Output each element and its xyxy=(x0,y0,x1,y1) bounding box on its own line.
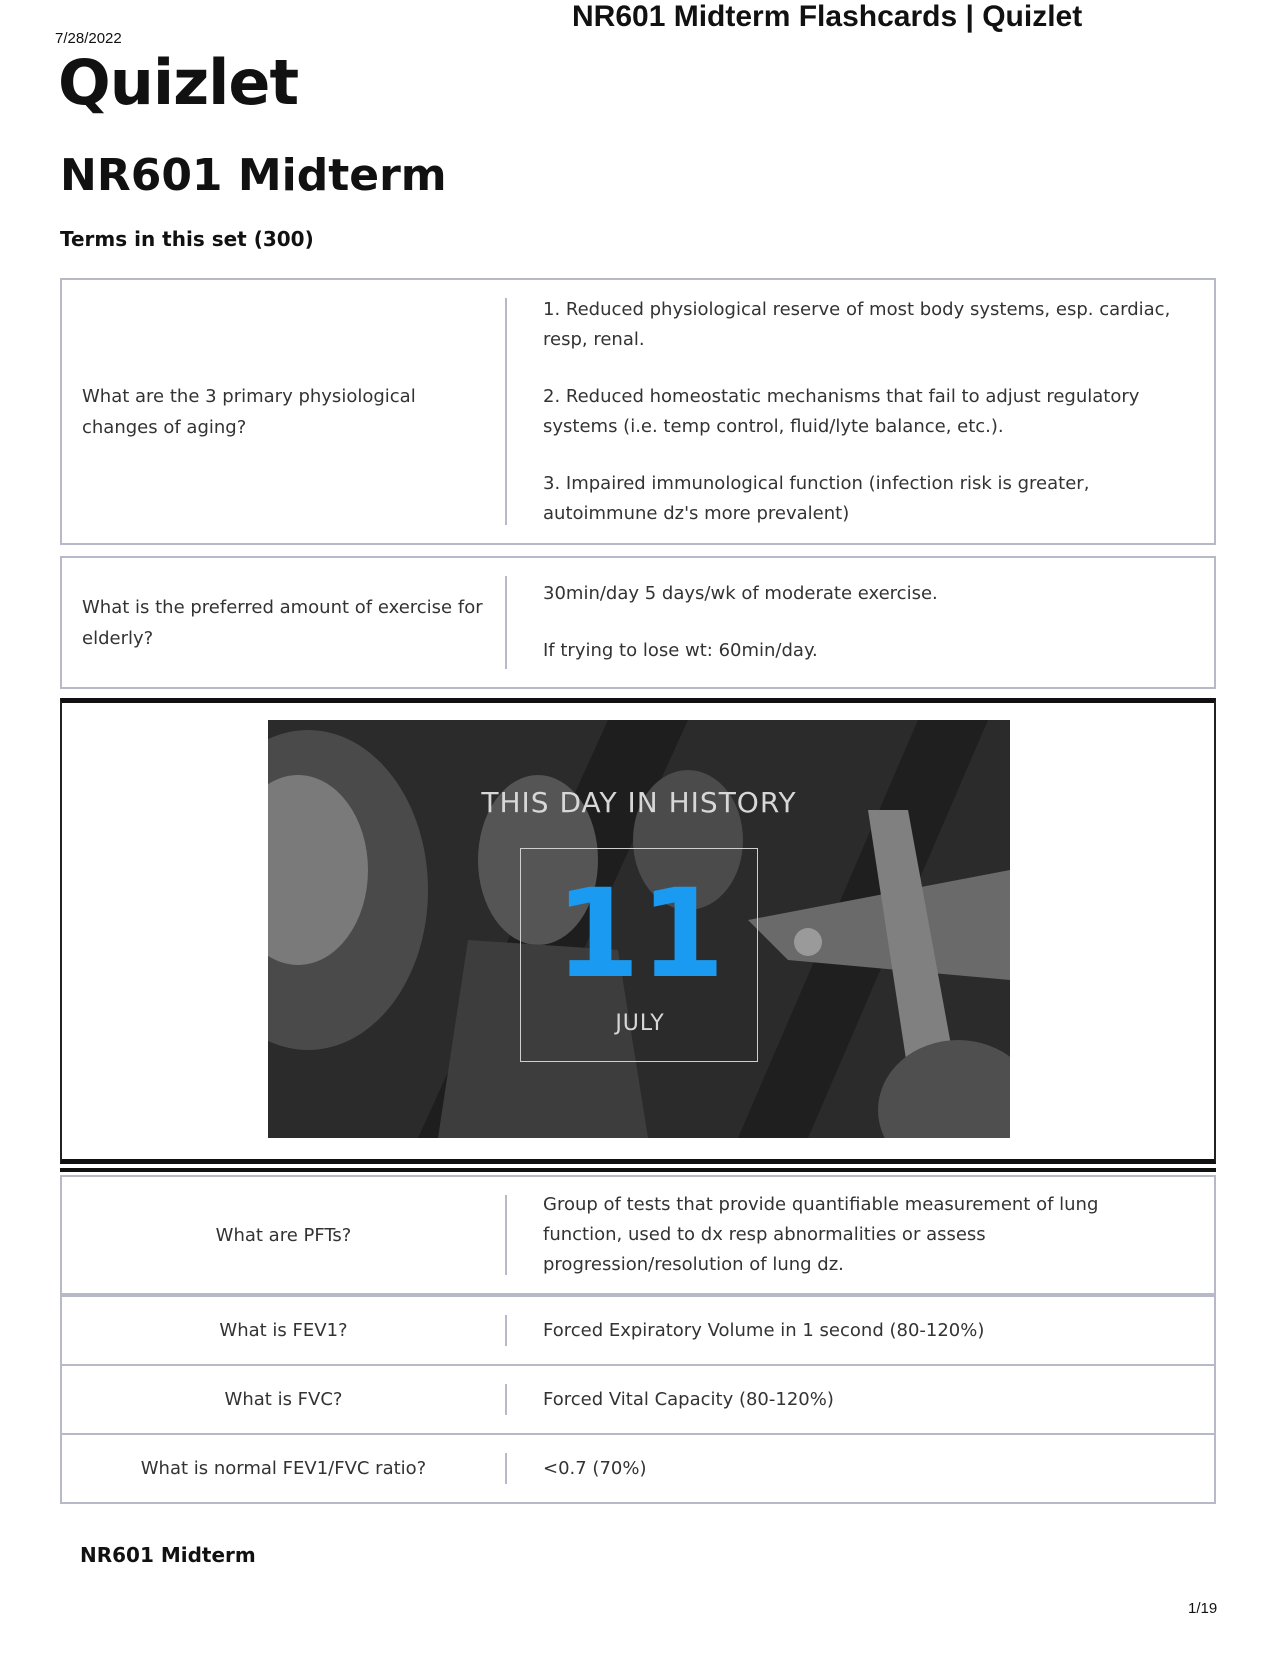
quizlet-logo[interactable]: Quizlet xyxy=(58,46,299,119)
card-definition xyxy=(507,1435,1214,1502)
card-definition xyxy=(507,1297,1214,1364)
card-term: What is the preferred amount of exercise for elderly? xyxy=(82,596,483,649)
definition-line: <0.7 (70%) xyxy=(543,1457,647,1479)
definition-line: 3. Impaired immunological function (infection risk is greater, autoimmune dz's more prevalent) xyxy=(543,472,1090,524)
card-term: What is normal FEV1/FVC ratio? xyxy=(140,1458,427,1479)
definition-line: 1. Reduced physiological reserve of most body systems, esp. cardiac, resp, renal. xyxy=(543,298,1171,350)
card-term: What are the 3 primary physiological changes of aging? xyxy=(82,385,416,438)
ad-heading: THIS DAY IN HISTORY xyxy=(481,786,797,819)
page-number: 1/19 xyxy=(1188,1600,1218,1617)
card-term: What are PFTs? xyxy=(215,1224,352,1246)
definition-line: If trying to lose wt: 60min/day. xyxy=(543,640,818,661)
definition-line: Forced Expiratory Volume in 1 second (80-120%) xyxy=(543,1319,985,1341)
set-title: NR601 Midterm xyxy=(60,150,447,201)
terms-count: Terms in this set (300) xyxy=(60,227,314,251)
ad-image[interactable] xyxy=(268,720,1010,1138)
print-date: 7/28/2022 xyxy=(55,30,122,47)
definition-line: Group of tests that provide quantifiable measurement of lung function, used to dx resp abnormalities or assess progression/resolution of lung dz. xyxy=(543,1194,1099,1275)
flashcard-row xyxy=(60,556,1216,689)
ad-date-frame xyxy=(520,848,758,1062)
ad-month: JULY xyxy=(615,1011,665,1036)
flashcard-row xyxy=(60,278,1216,545)
card-term: What is FEV1? xyxy=(219,1320,348,1341)
footer-set-title: NR601 Midterm xyxy=(80,1543,256,1567)
ad-day-number: 11 xyxy=(555,863,725,1005)
card-definition xyxy=(507,1177,1214,1293)
card-definition xyxy=(507,280,1214,543)
card-definition xyxy=(507,1366,1214,1433)
flashcard-row xyxy=(60,1433,1216,1504)
definition-line: 2. Reduced homeostatic mechanisms that fail to adjust regulatory systems (i.e. temp control, fluid/lyte balance, etc.). xyxy=(543,385,1140,437)
flashcard-row xyxy=(60,1175,1216,1295)
definition-line: Forced Vital Capacity (80-120%) xyxy=(543,1388,834,1410)
print-title: NR601 Midterm Flashcards | Quizlet xyxy=(572,0,1083,33)
definition-line: 30min/day 5 days/wk of moderate exercise. xyxy=(543,583,938,604)
flashcard-row xyxy=(60,1364,1216,1435)
ad-airplane-star xyxy=(794,928,822,956)
card-term: What is FVC? xyxy=(224,1389,343,1410)
flashcard-row xyxy=(60,1295,1216,1366)
card-definition xyxy=(507,558,1214,687)
